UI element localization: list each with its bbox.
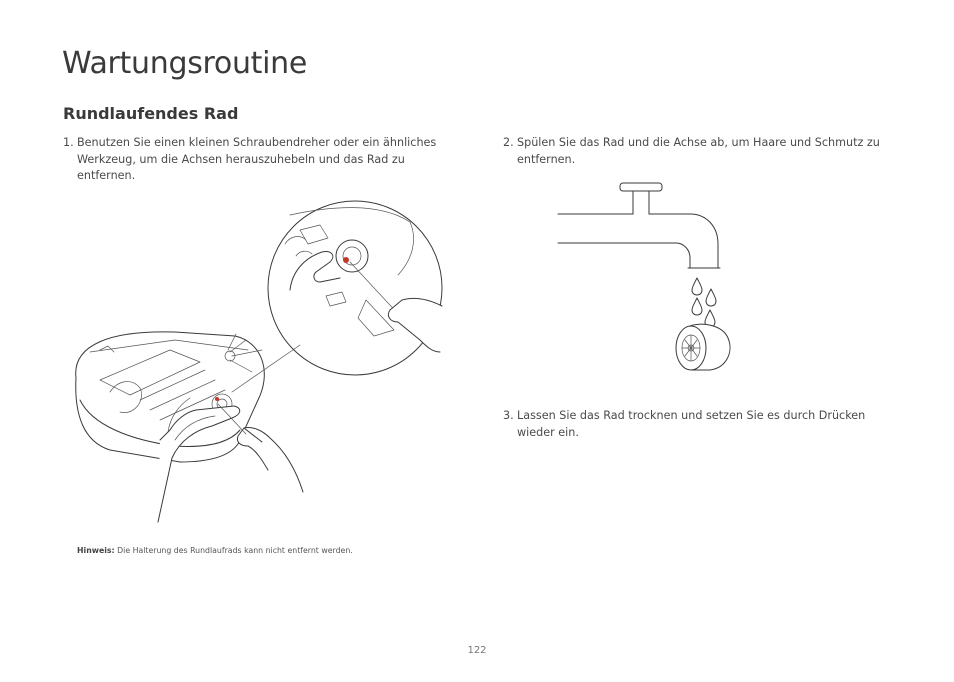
section-title: Rundlaufendes Rad	[63, 104, 239, 123]
note-label: Hinweis:	[77, 546, 115, 555]
step-1-number: 1.	[63, 136, 74, 149]
step-3-number: 3.	[503, 409, 514, 422]
note-text: Die Halterung des Rundlaufrads kann nicht entfernt werden.	[117, 546, 353, 555]
step-1-text: Benutzen Sie einen kleinen Schraubendreher oder ein ähnliches Werkzeug, um die Achsen herauszuhebeln und das Rad zu entfernen.	[77, 136, 437, 182]
step-2-text: Spülen Sie das Rad und die Achse ab, um Haare und Schmutz zu entfernen.	[517, 136, 880, 166]
page-title: Wartungsroutine	[62, 46, 308, 81]
page-number: 122	[467, 645, 487, 656]
step-3-text: Lassen Sie das Rad trocknen und setzen Sie es durch Drücken wieder ein.	[517, 409, 866, 439]
water-drops	[692, 278, 716, 327]
caster-wheel-drawing	[676, 324, 730, 370]
note	[77, 546, 353, 555]
step-2-number: 2.	[503, 136, 514, 149]
faucet-drawing	[558, 183, 720, 268]
